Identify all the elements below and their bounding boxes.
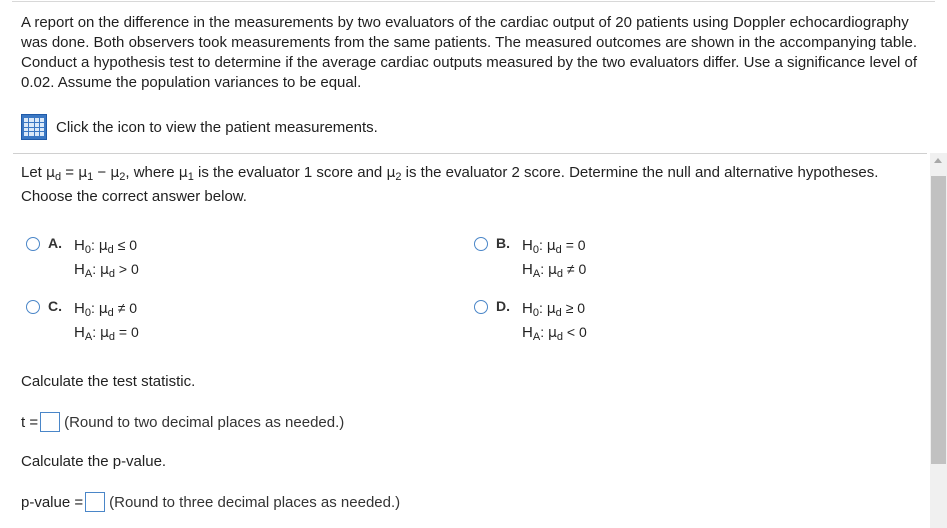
table-grid-icon[interactable]: [21, 114, 47, 140]
option-a-hypotheses: $H_0$: $\mu_d \le 0$ $H_A$: $\mu_d > 0$: [74, 237, 139, 280]
top-divider: [12, 1, 935, 2]
option-b-radio[interactable]: [474, 237, 488, 251]
scroll-up-arrow-icon[interactable]: [934, 158, 942, 163]
test-statistic-row: [21, 411, 344, 433]
option-d-letter: D.: [496, 298, 510, 314]
option-a-letter: A.: [48, 235, 62, 251]
option-c[interactable]: [26, 297, 139, 345]
option-a[interactable]: [26, 234, 139, 282]
option-b-letter: B.: [496, 235, 510, 251]
view-measurements-label[interactable]: Click the icon to view the patient measurements.: [56, 118, 378, 136]
p-value-prompt: Calculate the p-value.: [21, 453, 167, 470]
test-statistic-label: t =: [21, 413, 39, 431]
option-a-radio[interactable]: [26, 237, 40, 251]
test-statistic-hint: (Round to two decimal places as needed.): [64, 413, 345, 431]
option-b[interactable]: [474, 234, 586, 282]
test-statistic-input[interactable]: [40, 412, 60, 432]
p-value-label: p-value =: [21, 493, 84, 511]
option-d-radio[interactable]: [474, 300, 488, 314]
p-value-row: [21, 491, 400, 513]
p-value-input[interactable]: [85, 492, 105, 512]
option-b-hypotheses: $H_0$: $\mu_d = 0$ $H_A$: $\mu_d \ne 0$: [522, 237, 587, 280]
section-divider: [13, 153, 927, 154]
option-c-hypotheses: $H_0$: $\mu_d \ne 0$ $H_A$: $\mu_d = 0$: [74, 300, 139, 343]
option-d-hypotheses: $H_0$: $\mu_d \ge 0$ $H_A$: $\mu_d < 0$: [522, 300, 587, 343]
view-measurements-link[interactable]: [21, 114, 378, 140]
test-statistic-prompt: Calculate the test statistic.: [21, 373, 196, 390]
hypothesis-question: Let $\mu_d = \mu_1 - \mu_2$, where $\mu_1$ is the evaluator 1 score and $\mu_2$ is the evaluator 2 score. Determine the null and alternative hypotheses. Choose the correct answer below.: [21, 164, 879, 205]
p-value-hint: (Round to three decimal places as needed.): [109, 493, 401, 511]
option-d[interactable]: [474, 297, 587, 345]
scrollbar-thumb[interactable]: [931, 176, 946, 464]
option-c-letter: C.: [48, 298, 62, 314]
option-c-radio[interactable]: [26, 300, 40, 314]
problem-statement: A report on the difference in the measurements by two evaluators of the cardiac output of 20 patients using Doppler echocardiography was done. Both observers took measurements from the same patients. The measured outcomes are shown in the accompanying table. Conduct a hypothesis test to determine if the average cardiac outputs measured by the two evaluators differ. Use a significance level of 0.02. Assume the population variances to be equal.: [21, 14, 918, 91]
